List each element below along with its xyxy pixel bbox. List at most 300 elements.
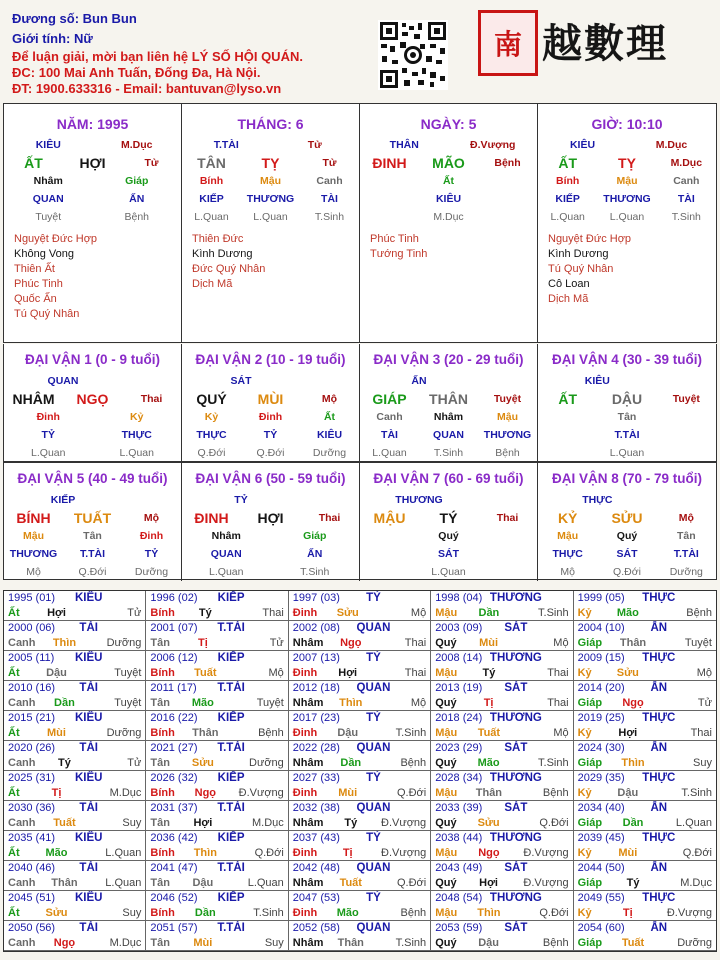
year-stem: Kỷ <box>577 727 592 739</box>
pillar-main-stem: TÂN <box>197 155 226 171</box>
year-stem: Đinh <box>292 787 318 799</box>
year-branch: Thân <box>51 877 78 889</box>
year-pillar-row <box>8 697 141 709</box>
year-stage: Mộ <box>696 667 712 679</box>
dai-van-hidden-stem: Đinh <box>258 411 283 423</box>
year-label: 2054 (60) <box>577 922 625 934</box>
phone-email[interactable]: ĐT: 1900.633316 - Email: bantuvan@lyso.vn <box>12 81 282 96</box>
pillar-hidden-god-row <box>360 190 537 208</box>
dai-van-hidden-stage: L.Quan <box>119 447 154 459</box>
year-ten-god: TỶ <box>366 832 381 844</box>
year-cell[interactable] <box>4 711 146 741</box>
year-stage: Đ.Vượng <box>523 877 569 889</box>
pillar-hidden-ten-god: KIÊU <box>435 193 462 205</box>
year-branch: Tý <box>58 757 71 769</box>
year-cell[interactable] <box>289 831 431 861</box>
year-stage: Mộ <box>410 697 427 709</box>
pillar-stem-stage: Tử <box>307 139 322 151</box>
year-branch: Tuất <box>194 667 217 679</box>
dai-van-hidden-stage: L.Quan <box>431 566 466 578</box>
year-cell[interactable] <box>146 771 288 801</box>
dai-van-branch: MÙI <box>257 391 284 407</box>
year-branch: Mão <box>45 847 68 859</box>
year-label: 2053 (59) <box>435 922 483 934</box>
pillar-title: NĂM: 1995 <box>56 116 129 132</box>
year-cell[interactable] <box>289 651 431 681</box>
dai-van-ten-god-row <box>538 372 716 390</box>
year-ten-god: TÀI <box>79 622 98 634</box>
year-branch: Tý <box>626 877 640 889</box>
year-cell[interactable] <box>431 621 573 651</box>
pillar-star: Dịch Mã <box>192 278 233 290</box>
year-stage: Q.Đới <box>539 907 569 919</box>
dai-van-stage: Thai <box>318 512 341 524</box>
year-cell[interactable] <box>574 681 716 711</box>
year-ten-god: SÁT <box>504 682 528 694</box>
year-branch: Thìn <box>339 697 363 709</box>
year-stage: Thai <box>690 727 712 739</box>
dai-van-stem: BÍNH <box>16 510 51 526</box>
year-ten-god: QUAN <box>356 862 391 874</box>
year-cell[interactable] <box>146 711 288 741</box>
pillar-hidden-stage-row <box>360 208 537 226</box>
year-branch: Sửu <box>45 907 68 919</box>
year-cell[interactable] <box>289 741 431 771</box>
year-ten-god: KIÊU <box>74 592 103 604</box>
pillar-cell <box>182 104 360 342</box>
year-stem: Tân <box>150 637 170 649</box>
year-cell[interactable] <box>146 741 288 771</box>
year-stem: Tân <box>150 697 170 709</box>
year-cell[interactable] <box>289 621 431 651</box>
year-stage: Tuyệt <box>114 667 142 679</box>
year-stem: Canh <box>8 697 36 709</box>
dai-van-stem: ẤT <box>558 391 577 407</box>
year-cell[interactable] <box>4 621 146 651</box>
pillar-hidden-ten-god: TÀI <box>321 193 338 205</box>
year-ten-god: KIẾP <box>217 832 245 844</box>
dai-van-hidden-stem: Tân <box>676 530 696 542</box>
year-stage: Q.Đới <box>682 847 712 859</box>
year-stem: Nhâm <box>292 697 324 709</box>
year-cell[interactable] <box>431 861 573 891</box>
pillar-star: Tướng Tinh <box>370 248 428 260</box>
pillar-main-branch: TỴ <box>618 155 636 171</box>
year-cell[interactable] <box>146 831 288 861</box>
year-cell[interactable] <box>574 831 716 861</box>
year-label: 2044 (50) <box>577 862 625 874</box>
year-cell[interactable] <box>289 591 431 621</box>
year-branch: Tý <box>344 817 358 829</box>
dai-van-hidden-stage: Mộ <box>26 566 41 578</box>
dai-van-hidden-stage: T.Sinh <box>433 447 464 459</box>
year-cell[interactable] <box>289 771 431 801</box>
pillar-main-stage: M.Dục <box>670 157 703 169</box>
pillar-hidden-stage: T.Sinh <box>671 211 701 223</box>
dai-van-hidden-ten-god: THỰC <box>121 429 152 441</box>
year-stage: T.Sinh <box>395 727 427 739</box>
year-stem: Quý <box>435 637 457 649</box>
year-cell[interactable] <box>289 801 431 831</box>
year-ten-god: KIẾP <box>217 772 245 784</box>
year-pillar-row <box>150 757 283 769</box>
pillar-hidden-ten-god: ẤN <box>129 193 145 205</box>
year-branch: Thân <box>337 937 364 949</box>
year-branch: Dần <box>340 757 362 769</box>
dai-van-cell <box>538 344 716 462</box>
year-cell[interactable] <box>431 651 573 681</box>
year-cell[interactable] <box>431 681 573 711</box>
dai-van-ten-god: KIẾP <box>50 494 76 506</box>
dai-van-hidden-stem: Kỷ <box>204 411 219 423</box>
year-pillar-row <box>435 757 568 769</box>
dai-van-hidden-row <box>4 527 181 545</box>
year-cell[interactable] <box>289 891 431 921</box>
pillar-stars-list <box>360 232 537 262</box>
year-branch: Mùi <box>47 727 66 739</box>
year-ten-god: QUAN <box>356 802 391 814</box>
pillar-stem-ten-god: THÂN <box>389 139 419 151</box>
year-cell[interactable] <box>431 591 573 621</box>
year-label: 2051 (57) <box>150 922 198 934</box>
year-label: 2028 (34) <box>435 772 483 784</box>
year-stage: Dưỡng <box>249 757 284 769</box>
year-cell[interactable] <box>574 771 716 801</box>
year-stem: Canh <box>8 877 36 889</box>
year-ten-god: KIẾP <box>217 892 245 904</box>
year-branch: Dần <box>54 697 75 709</box>
year-stage: Tử <box>127 757 142 769</box>
pillar-ten-god-row <box>360 136 537 154</box>
year-stage: Suy <box>693 757 712 769</box>
year-label: 2049 (55) <box>577 892 625 904</box>
year-stem: Kỷ <box>577 847 592 859</box>
year-ten-god: KIÊU <box>74 712 103 724</box>
year-pillar-row <box>8 727 141 739</box>
dai-van-hidden-stem: Canh <box>376 411 403 423</box>
dai-van-branch: NGỌ <box>76 391 109 407</box>
pillar-hidden-stage: L.Quan <box>550 211 585 223</box>
year-cell[interactable] <box>431 741 573 771</box>
dai-van-hidden-stem: Quý <box>616 530 638 542</box>
year-cell[interactable] <box>4 651 146 681</box>
dai-van-title: ĐẠI VẬN 6 (50 - 59 tuổi) <box>195 471 346 486</box>
dai-van-row-2 <box>3 462 717 580</box>
dai-van-hidden-row <box>360 527 537 545</box>
year-label: 1996 (02) <box>150 592 198 604</box>
year-stage: Tử <box>127 607 142 619</box>
year-stem: Bính <box>150 847 175 859</box>
dai-van-hidden-stem: Giáp <box>303 530 327 542</box>
dai-van-stage: Mộ <box>321 393 338 405</box>
year-cell[interactable] <box>574 861 716 891</box>
year-ten-god: THƯƠNG <box>489 772 542 784</box>
pillar-ten-god-row <box>182 136 359 154</box>
year-stem: Tân <box>150 877 170 889</box>
year-cell[interactable] <box>146 621 288 651</box>
pillar-star: Kình Dương <box>548 248 609 260</box>
owner-name: Đương số: Bun Bun <box>12 11 137 26</box>
year-branch: Mão <box>336 907 359 919</box>
year-label: 2041 (47) <box>150 862 198 874</box>
year-stage: Thai <box>262 607 284 619</box>
year-stem: Kỷ <box>577 907 592 919</box>
dai-van-hidden-ten-god: THỰC <box>552 548 583 560</box>
year-stage: Mộ <box>268 667 284 679</box>
year-cell[interactable] <box>4 741 146 771</box>
pillar-ten-god-row <box>538 136 716 154</box>
year-stage: L.Quan <box>105 847 142 859</box>
year-label: 2023 (29) <box>435 742 483 754</box>
pillar-hidden-stage: Bệnh <box>124 211 150 223</box>
year-pillar-row <box>8 907 141 919</box>
year-ten-god: ẤN <box>650 802 668 814</box>
year-label: 1999 (05) <box>577 592 625 604</box>
year-cell[interactable] <box>289 921 431 951</box>
dai-van-hidden-stem: Tân <box>617 411 637 423</box>
year-stem: Ất <box>8 727 20 739</box>
year-stage: Bệnh <box>542 787 569 799</box>
dai-van-ten-god-row <box>360 491 537 509</box>
dai-van-hidden-stage: Bệnh <box>495 447 520 459</box>
year-pillar-row <box>8 787 141 799</box>
dai-van-hidden-stem: Quý <box>438 530 459 542</box>
year-cell[interactable] <box>431 891 573 921</box>
year-pillar-row <box>578 817 712 829</box>
year-branch: Mão <box>616 607 639 619</box>
year-stage: Q.Đới <box>396 787 427 799</box>
year-stage: Đ.Vượng <box>523 847 569 859</box>
year-branch: Hợi <box>338 667 358 679</box>
pillar-hidden-stem: Giáp <box>125 175 149 187</box>
year-cell[interactable] <box>431 921 573 951</box>
year-cell[interactable] <box>574 921 716 951</box>
year-cell[interactable] <box>4 861 146 891</box>
year-branch: Hợi <box>193 817 213 829</box>
dai-van-branch: TUẤT <box>73 510 112 526</box>
year-branch: Ngọ <box>478 847 500 859</box>
year-ten-god: ẤN <box>650 922 668 934</box>
pillar-hidden-god-row <box>182 190 359 208</box>
year-stage: T.Sinh <box>681 787 712 799</box>
dai-van-hidden-ten-god: QUAN <box>210 548 242 560</box>
year-cell[interactable] <box>146 801 288 831</box>
year-pillar-row <box>8 637 141 649</box>
dai-van-title: ĐẠI VẬN 8 (70 - 79 tuổi) <box>551 471 703 486</box>
dai-van-hidden-ten-god: TỶ <box>144 548 159 560</box>
year-ten-god: TỶ <box>366 892 381 904</box>
year-stem: Bính <box>150 907 175 919</box>
year-stage: M.Dục <box>109 787 142 799</box>
dai-van-main-row <box>4 390 181 408</box>
dai-van-cell <box>182 463 360 581</box>
year-pillar-row <box>435 847 568 859</box>
year-branch: Hợi <box>47 607 66 619</box>
year-branch: Mùi <box>618 847 638 859</box>
year-cell[interactable] <box>4 891 146 921</box>
dai-van-hidden-stem: Mậu <box>23 530 44 542</box>
year-ten-god: THƯƠNG <box>489 652 542 664</box>
year-stem: Tân <box>150 937 170 949</box>
year-pillar-row <box>435 637 568 649</box>
year-cell[interactable] <box>431 711 573 741</box>
dai-van-hidden-ten-god: THỰC <box>196 429 227 441</box>
year-stage: Dưỡng <box>106 727 142 739</box>
year-pillar-row <box>293 907 426 919</box>
pillar-stem-ten-god: KIÊU <box>569 139 596 151</box>
year-stem: Tân <box>150 757 170 769</box>
dai-van-main-row <box>538 390 716 408</box>
address: ĐC: 100 Mai Anh Tuấn, Đống Đa, Hà Nội. <box>12 65 261 80</box>
year-stem: Nhâm <box>292 937 324 949</box>
pillar-stem-stage: M.Dục <box>655 139 688 151</box>
year-label: 2015 (21) <box>8 712 56 724</box>
year-branch: Dần <box>478 607 500 619</box>
year-ten-god: THƯƠNG <box>489 712 542 724</box>
dai-van-main-row <box>182 390 359 408</box>
year-stage: Tuyệt <box>256 697 284 709</box>
year-cell[interactable] <box>289 711 431 741</box>
year-label: 2038 (44) <box>435 832 483 844</box>
year-branch: Mão <box>191 697 214 709</box>
dai-van-hidden-stage: L.Quan <box>209 566 244 578</box>
year-cell[interactable] <box>574 891 716 921</box>
pillar-stem-stage: M.Dục <box>121 139 153 151</box>
dai-van-title: ĐẠI VẬN 2 (10 - 19 tuổi) <box>195 352 346 367</box>
year-branch: Sửu <box>336 607 359 619</box>
year-label: 2031 (37) <box>150 802 198 814</box>
year-label: 2010 (16) <box>8 682 56 694</box>
year-cell[interactable] <box>4 681 146 711</box>
pillar-main-stem: ẤT <box>24 155 43 171</box>
year-stem: Nhâm <box>292 757 324 769</box>
year-stem: Ất <box>8 667 20 679</box>
year-branch: Tuất <box>477 727 501 739</box>
year-stage: Q.Đới <box>539 817 569 829</box>
brand-seal-icon: 南 <box>478 10 538 76</box>
year-branch: Mùi <box>479 637 499 649</box>
year-cell[interactable] <box>4 801 146 831</box>
year-cell[interactable] <box>4 831 146 861</box>
year-pillar-row <box>578 757 712 769</box>
year-ten-god: ẤN <box>650 682 668 694</box>
year-cell[interactable] <box>146 891 288 921</box>
dai-van-cell <box>360 344 538 462</box>
dai-van-hidden-row <box>182 527 359 545</box>
dai-van-hidden-ten-god: KIÊU <box>316 429 343 441</box>
year-cell[interactable] <box>574 651 716 681</box>
year-pillar-row <box>578 607 712 619</box>
year-cell[interactable] <box>574 591 716 621</box>
year-stem: Tân <box>150 817 170 829</box>
year-ten-god: KIÊU <box>74 772 103 784</box>
pillar-hidden-ten-god: KIẾP <box>199 193 224 205</box>
year-ten-god: KIÊU <box>74 892 103 904</box>
year-cell[interactable] <box>4 591 146 621</box>
dai-van-row-1 <box>3 344 717 462</box>
header <box>0 0 720 100</box>
dai-van-branch: HỢI <box>257 510 284 526</box>
dai-van-title: ĐẠI VẬN 7 (60 - 69 tuổi) <box>373 471 524 486</box>
year-cell[interactable] <box>4 921 146 951</box>
year-label: 2013 (19) <box>435 682 483 694</box>
dai-van-ten-god: ẤN <box>411 375 427 387</box>
year-stage: Tử <box>269 637 284 649</box>
year-label: 2032 (38) <box>292 802 340 814</box>
year-ten-god: THỰC <box>642 652 676 664</box>
dai-van-stem: NHÂM <box>12 391 55 407</box>
year-label: 1997 (03) <box>292 592 340 604</box>
year-label: 2018 (24) <box>435 712 483 724</box>
year-cell[interactable] <box>574 741 716 771</box>
dai-van-hidden-ten-god: T.TÀI <box>79 548 106 560</box>
year-cell[interactable] <box>289 681 431 711</box>
year-cell[interactable] <box>431 831 573 861</box>
year-stage: Tuyệt <box>114 697 142 709</box>
year-branch: Sửu <box>191 757 214 769</box>
year-label: 2034 (40) <box>577 802 625 814</box>
year-stage: Đ.Vượng <box>238 787 284 799</box>
year-stage: Tuyệt <box>684 637 712 649</box>
pillar-hidden-stem: Bính <box>556 175 580 187</box>
year-cell[interactable] <box>574 711 716 741</box>
dai-van-hidden-stage: Q.Đới <box>197 447 226 459</box>
year-pillar-row <box>150 907 283 919</box>
pillar-star: Cô Loan <box>548 278 590 290</box>
year-cell[interactable] <box>431 771 573 801</box>
dai-van-ten-god-row <box>538 491 716 509</box>
year-cell[interactable] <box>4 771 146 801</box>
dai-van-hidden-stage-row <box>360 563 537 581</box>
year-label: 2029 (35) <box>577 772 625 784</box>
dai-van-hidden-stem: Đinh <box>36 411 60 423</box>
pillar-main-branch: HỢI <box>79 155 106 171</box>
dai-van-branch: TÝ <box>439 510 458 526</box>
year-stem: Giáp <box>577 697 603 709</box>
year-cell[interactable] <box>146 921 288 951</box>
dai-van-title: ĐẠI VẬN 4 (30 - 39 tuổi) <box>551 352 703 367</box>
dai-van-hidden-stem: Ất <box>323 411 336 423</box>
year-pillar-row <box>293 757 426 769</box>
pillar-hidden-stage-row <box>4 208 181 226</box>
qr-code-icon[interactable] <box>378 20 448 90</box>
year-stem: Quý <box>435 817 457 829</box>
year-cell[interactable] <box>574 801 716 831</box>
year-cell[interactable] <box>574 621 716 651</box>
year-stage: Đ.Vượng <box>381 817 427 829</box>
pillar-hidden-stem: Nhâm <box>33 175 63 187</box>
pillar-main-row <box>4 154 181 172</box>
year-label: 2019 (25) <box>577 712 625 724</box>
year-branch: Thìn <box>621 757 645 769</box>
year-cell[interactable] <box>146 591 288 621</box>
year-stem: Ất <box>8 607 20 619</box>
dai-van-cell <box>182 344 360 462</box>
year-label: 2003 (09) <box>435 622 483 634</box>
year-pillar-row <box>150 787 283 799</box>
dai-van-cell <box>538 463 716 581</box>
year-cell[interactable] <box>146 651 288 681</box>
year-pillar-row <box>150 937 283 949</box>
year-cell[interactable] <box>146 861 288 891</box>
dai-van-hidden-god-row <box>4 545 181 563</box>
year-stem: Quý <box>435 877 457 889</box>
year-cell[interactable] <box>289 861 431 891</box>
year-label: 2026 (32) <box>150 772 198 784</box>
year-cell[interactable] <box>431 801 573 831</box>
year-cell[interactable] <box>146 681 288 711</box>
year-stage: M.Dục <box>680 877 712 889</box>
